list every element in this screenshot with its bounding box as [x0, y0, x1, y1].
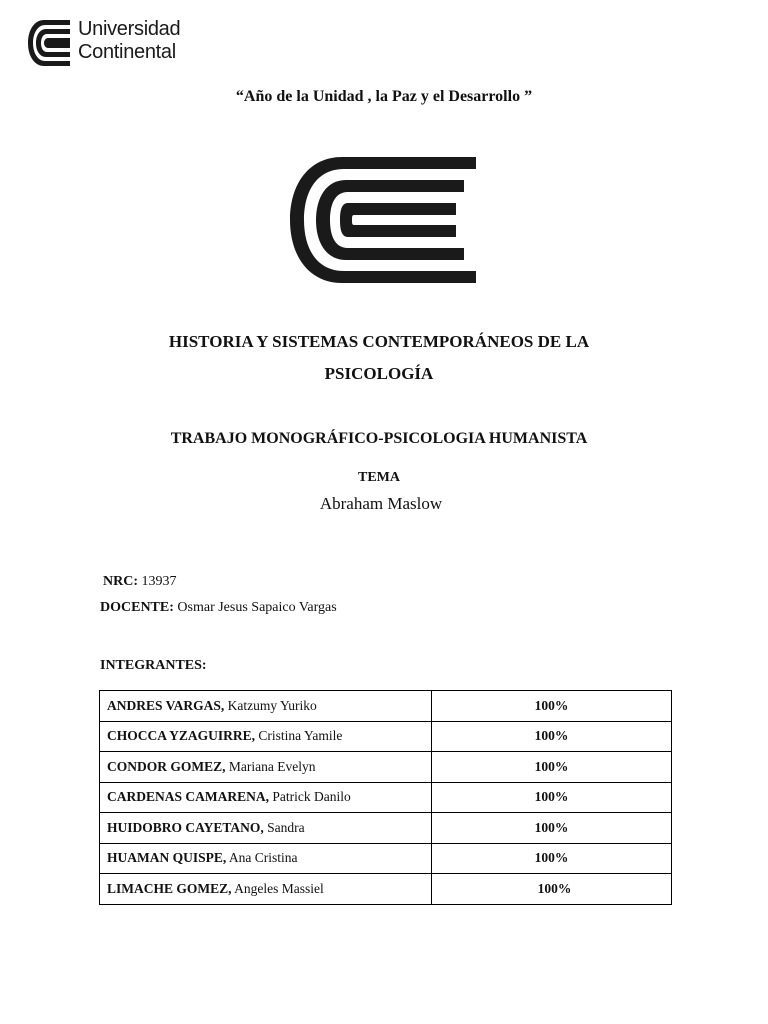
nrc-label: NRC: — [103, 574, 138, 589]
course-title — [0, 326, 758, 390]
member-given-name: Cristina Yamile — [258, 728, 343, 744]
motto: “Año de la Unidad , la Paz y el Desarrollo ” — [235, 88, 533, 105]
table-row — [100, 813, 672, 844]
continental-logo-icon — [28, 20, 72, 66]
member-percentage: 100% — [432, 843, 672, 874]
nrc-value: 13937 — [141, 574, 177, 589]
main-logo — [284, 152, 480, 293]
member-surname: HUAMAN QUISPE, — [107, 850, 227, 866]
docente-label: DOCENTE: — [100, 600, 174, 615]
members-table — [99, 690, 672, 905]
table-row — [100, 782, 672, 813]
brand-line-2: Continental — [78, 41, 176, 63]
member-given-name: Angeles Massiel — [234, 880, 324, 896]
course-title-line-1: HISTORIA Y SISTEMAS CONTEMPORÁNEOS DE LA — [168, 332, 590, 351]
member-given-name: Katzumy Yuriko — [227, 697, 317, 713]
member-surname: HUIDOBRO CAYETANO, — [107, 819, 264, 835]
nrc-line — [103, 574, 177, 590]
brand-line-1: Universidad — [78, 18, 181, 40]
member-percentage: 100% — [432, 782, 672, 813]
member-surname: CONDOR GOMEZ, — [107, 758, 226, 774]
member-surname: CHOCCA YZAGUIRRE, — [107, 728, 256, 744]
member-name — [100, 752, 432, 783]
theme-value: Abraham Maslow — [319, 494, 443, 513]
member-name — [100, 721, 432, 752]
member-surname: CARDENAS CAMARENA, — [107, 789, 269, 805]
docente-line — [100, 600, 337, 616]
member-percentage: 100% — [432, 813, 672, 844]
member-percentage: 100% — [432, 874, 672, 905]
theme-label: TEMA — [358, 470, 400, 485]
member-surname: LIMACHE GOMEZ, — [107, 880, 232, 896]
member-given-name: Sandra — [267, 819, 305, 835]
member-name — [100, 843, 432, 874]
member-name — [100, 782, 432, 813]
member-percentage: 100% — [432, 721, 672, 752]
member-percentage: 100% — [432, 691, 672, 722]
member-name — [100, 813, 432, 844]
member-given-name: Patrick Danilo — [272, 789, 351, 805]
member-percentage: 100% — [432, 752, 672, 783]
table-row — [100, 874, 672, 905]
table-row — [100, 752, 672, 783]
university-logo — [28, 18, 181, 68]
members-label: INTEGRANTES: — [100, 658, 207, 673]
member-name — [100, 874, 432, 905]
table-row — [100, 843, 672, 874]
table-row — [100, 691, 672, 722]
member-name — [100, 691, 432, 722]
work-type: TRABAJO MONOGRÁFICO-PSICOLOGIA HUMANISTA — [170, 430, 588, 447]
table-row — [100, 721, 672, 752]
docente-value: Osmar Jesus Sapaico Vargas — [177, 600, 337, 615]
member-given-name: Mariana Evelyn — [228, 758, 316, 774]
member-surname: ANDRES VARGAS, — [107, 697, 225, 713]
member-given-name: Ana Cristina — [228, 850, 298, 866]
course-title-line-2: PSICOLOGÍA — [324, 364, 434, 383]
brand-name — [78, 18, 180, 64]
continental-logo-icon — [284, 152, 480, 288]
